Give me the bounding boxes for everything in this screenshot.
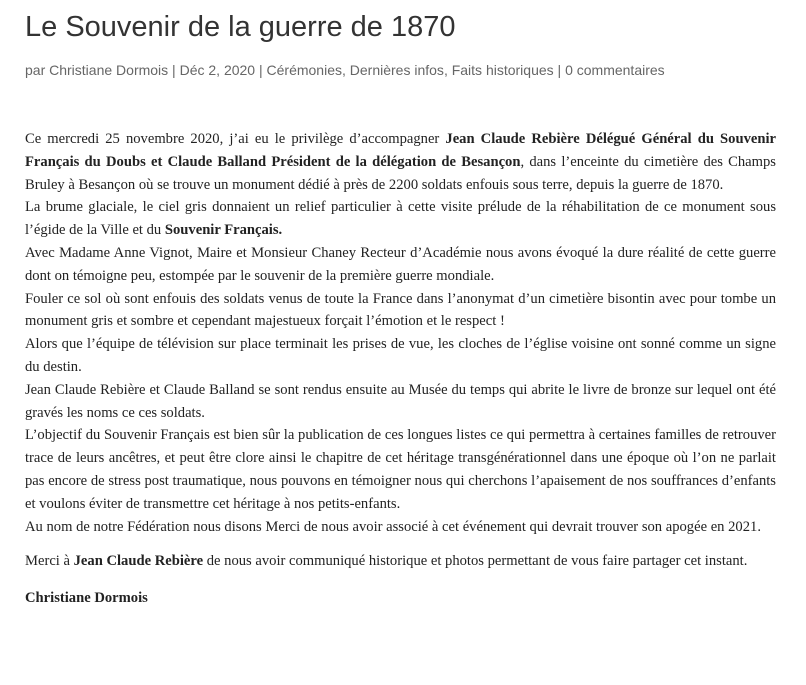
- category-link-faits-historiques[interactable]: Faits historiques: [451, 62, 554, 78]
- paragraph-8: Au nom de notre Fédération nous disons Merci de nous avoir associé à cet événement qui devrait trouver son apogée en 2021.: [25, 518, 761, 535]
- paragraph-text: Merci à: [25, 553, 74, 570]
- paragraph-5: Alors que l’équipe de télévision sur place terminait les prises de vue, les cloches de l’église voisine ont sonné comme un signe du destin.: [25, 336, 776, 375]
- author-link[interactable]: Christiane Dormois: [49, 62, 169, 78]
- article: [25, 0, 776, 610]
- page-title: Le Souvenir de la guerre de 1870: [25, 11, 456, 43]
- post-meta: [25, 61, 776, 79]
- paragraph-7: L’objectif du Souvenir Français est bien sûr la publication de ces longues listes ce qui permettra à certaines familles de retrouver trace de leurs ancêtres, et peut être clore ainsi le chapitre de cet héritage transgénérationnel dans une époque où l’on ne parlait pas encore de stress post traumatique, nous pouvons en témoigner nous qui cherchons l’apaisement de nos souffrances d’enfants et voulons éviter de transmettre cet héritage à nos petits-enfants.: [25, 427, 776, 512]
- meta-separator: |: [255, 62, 267, 78]
- paragraph-2: [25, 196, 776, 242]
- paragraph-text: Ce mercredi 25 novembre 2020, j’ai eu le privilège d’accompagner: [25, 131, 446, 147]
- paragraph-text: , dans l’enceinte du cimetière des Champs Bruley à Besançon où se trouve un monument dédié à près de 2200 soldats enfouis sous terre, depuis la guerre de 1870.: [25, 153, 776, 193]
- category-link-dernieres-infos[interactable]: Dernières infos: [349, 62, 444, 78]
- article-body: [25, 128, 776, 610]
- paragraph-4: Fouler ce sol où sont enfouis des soldats venus de toute la France dans l’anonymat d’un cimetière bisontin avec pour tombe un monument gris et sombre et cependant majestueux forçait l’émotion et le respect !: [25, 290, 776, 330]
- category-separator: ,: [443, 62, 452, 78]
- meta-separator: |: [553, 62, 566, 78]
- category-link-ceremonies[interactable]: Cérémonies: [266, 62, 342, 78]
- signature-name: Christiane Dormois: [25, 590, 148, 607]
- paragraph-bold-text: Jean Claude Rebière Délégué Général du Souvenir Français du Doubs et Claude Balland Président de la délégation de Besançon: [25, 131, 776, 170]
- signature: [25, 587, 776, 610]
- paragraph-9: [25, 550, 776, 573]
- post-date: Déc 2, 2020: [179, 62, 256, 78]
- meta-separator: |: [168, 62, 180, 78]
- paragraph-3: Avec Madame Anne Vignot, Maire et Monsieur Chaney Recteur d’Académie nous avons évoqué la dure réalité de cette guerre dont on témoigne peu, estompée par le souvenir de la première guerre mondiale.: [25, 244, 776, 284]
- meta-by: par: [25, 62, 46, 78]
- paragraph-6: Jean Claude Rebière et Claude Balland se sont rendus ensuite au Musée du temps qui abrite le livre de bronze sur lequel ont été gravés les noms ce ces soldats.: [25, 381, 776, 421]
- category-separator: ,: [342, 62, 350, 78]
- paragraph-bold-text: Souvenir Français.: [164, 222, 283, 239]
- paragraph-text: La brume glaciale, le ciel gris donnaient un relief particulier à cette visite prélude de la réhabilitation de ce monument sous l’égide de la Ville et du: [25, 199, 776, 239]
- paragraph-bold-text: Jean Claude Rebière: [73, 553, 204, 570]
- paragraph-1: [25, 128, 776, 196]
- paragraph-text: de nous avoir communiqué historique et photos permettant de vous faire partager cet instant.: [203, 553, 748, 570]
- comments-link[interactable]: 0 commentaires: [565, 62, 665, 78]
